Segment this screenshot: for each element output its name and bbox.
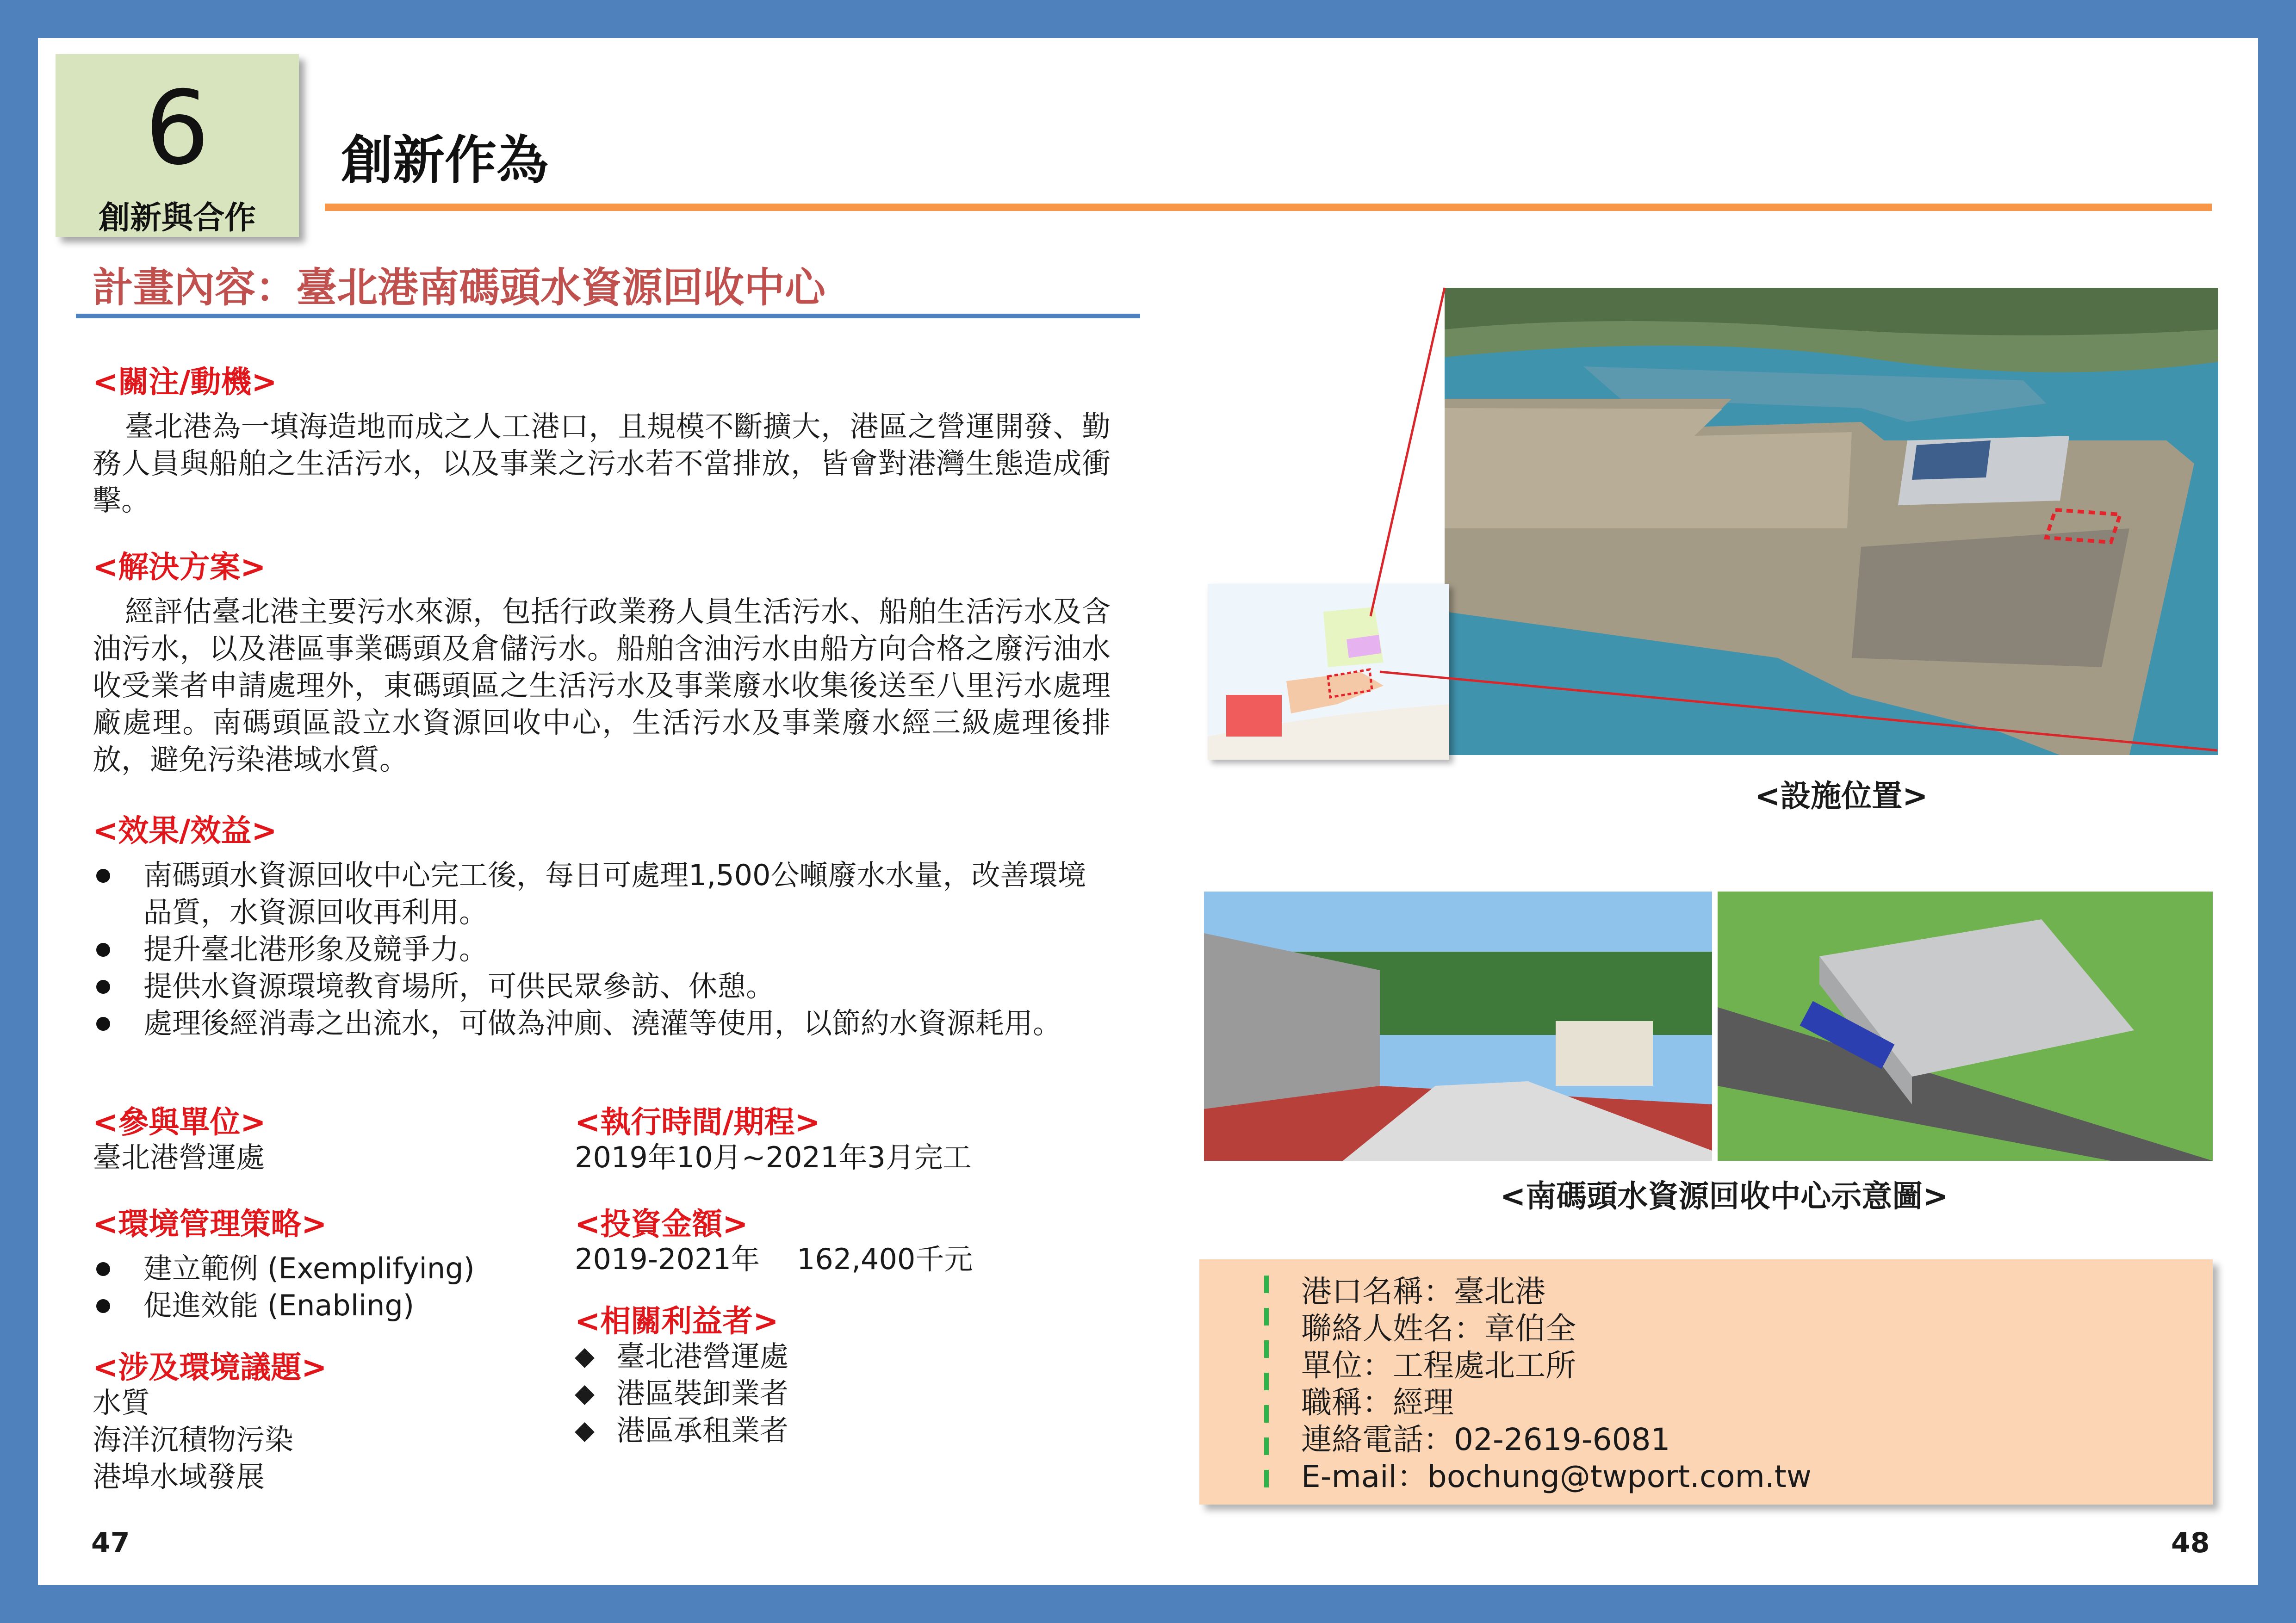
callout-lines bbox=[1241, 283, 2227, 778]
motivation-text: 臺北港為一填海造地而成之人工港口，且規模不斷擴大，港區之營運開發、勤務人員與船舶之生活污水，以及事業之污水若不當排放，皆會對港灣生態造成衝擊。 bbox=[93, 409, 1111, 517]
rendering-aerial-image bbox=[1718, 892, 2213, 1161]
issue-item: 港埠水域發展 bbox=[93, 1460, 265, 1493]
location-caption: <設施位置> bbox=[1755, 778, 1928, 814]
list-item: ◆ 臺北港營運處 bbox=[575, 1338, 991, 1375]
issues-heading: <涉及環境議題> bbox=[93, 1350, 327, 1385]
title-divider bbox=[325, 204, 2212, 211]
page-title: 創新作為 bbox=[341, 130, 548, 191]
solution-text: 經評估臺北港主要污水來源，包括行政業務人員生活污水、船舶生活污水及含油污水，以及港區事業碼頭及倉儲污水。船舶含油污水由船方向合格之廢污油水收受業者申請處理外，東碼頭區之生活污水及事業廢水收集後送至八里污水處理廠處理。南碼頭區設立水資源回收中心，生活污水及事業廢水經三級處理後排放，避免污染港域水質。 bbox=[93, 595, 1111, 776]
list-item: ◆ 港區裝卸業者 bbox=[575, 1375, 991, 1412]
chapter-box bbox=[56, 54, 299, 237]
list-item: 促進效能 (Enabling) bbox=[93, 1287, 555, 1324]
contact-details bbox=[1301, 1273, 1812, 1495]
contact-port: 港口名稱：臺北港 bbox=[1301, 1274, 1545, 1309]
investment-amount: 162,400千元 bbox=[796, 1242, 973, 1276]
motivation-heading: <關注/動機> bbox=[93, 364, 277, 400]
project-title: 計畫內容：臺北港南碼頭水資源回收中心 bbox=[93, 264, 826, 311]
benefits-list bbox=[93, 857, 1111, 1042]
benefits-heading: <效果/效益> bbox=[93, 813, 277, 849]
schedule-value: 2019年10月~2021年3月完工 bbox=[575, 1140, 972, 1174]
list-item: 提供水資源環境教育場所，可供民眾參訪、休憩。 bbox=[93, 968, 1111, 1005]
investment-period: 2019-2021年 bbox=[575, 1242, 760, 1276]
list-item: 建立範例 (Exemplifying) bbox=[93, 1250, 555, 1287]
issue-item: 海洋沉積物污染 bbox=[93, 1423, 294, 1456]
rendering-gate-image bbox=[1204, 892, 1712, 1161]
chapter-label: 創新與合作 bbox=[98, 200, 256, 236]
solution-heading: <解決方案> bbox=[93, 549, 266, 585]
participants-heading: <參與單位> bbox=[93, 1104, 266, 1140]
page-number-right: 48 bbox=[2171, 1527, 2210, 1559]
list-item: 處理後經消毒之出流水，可做為沖廁、澆灌等使用，以節約水資源耗用。 bbox=[93, 1005, 1111, 1042]
contact-email[interactable]: E-mail：bochung@twport.com.tw bbox=[1301, 1459, 1812, 1494]
rendering-aerial bbox=[1718, 892, 2213, 1161]
participants-value: 臺北港營運處 bbox=[93, 1140, 265, 1174]
contact-name: 聯絡人姓名：章伯全 bbox=[1301, 1311, 1576, 1346]
contact-dashed-line bbox=[1264, 1276, 1269, 1493]
strategy-list bbox=[93, 1250, 555, 1324]
issue-item: 水質 bbox=[93, 1386, 150, 1419]
contact-unit: 單位：工程處北工所 bbox=[1301, 1348, 1576, 1383]
chapter-number: 6 bbox=[145, 69, 210, 187]
list-item: 提升臺北港形象及競爭力。 bbox=[93, 931, 1111, 968]
list-item: ◆ 港區承租業者 bbox=[575, 1412, 991, 1449]
schedule-heading: <執行時間/期程> bbox=[575, 1104, 820, 1140]
investment-value bbox=[575, 1241, 973, 1278]
rendering-caption: <南碼頭水資源回收中心示意圖> bbox=[1500, 1178, 1948, 1214]
contact-title: 職稱：經理 bbox=[1301, 1385, 1454, 1420]
rendering-gate bbox=[1204, 892, 1712, 1161]
contact-phone: 連絡電話：02-2619-6081 bbox=[1301, 1422, 1670, 1457]
page bbox=[38, 38, 2258, 1585]
strategy-heading: <環境管理策略> bbox=[93, 1206, 327, 1242]
page-number-left: 47 bbox=[91, 1527, 130, 1559]
stakeholders-list bbox=[575, 1338, 991, 1449]
list-item: 南碼頭水資源回收中心完工後，每日可處理1,500公噸廢水水量，改善環境品質，水資源回收再利用。 bbox=[93, 857, 1111, 931]
contact-box bbox=[1199, 1259, 2213, 1505]
project-title-divider bbox=[76, 314, 1140, 318]
investment-heading: <投資金額> bbox=[575, 1206, 748, 1242]
stakeholders-heading: <相關利益者> bbox=[575, 1303, 779, 1339]
